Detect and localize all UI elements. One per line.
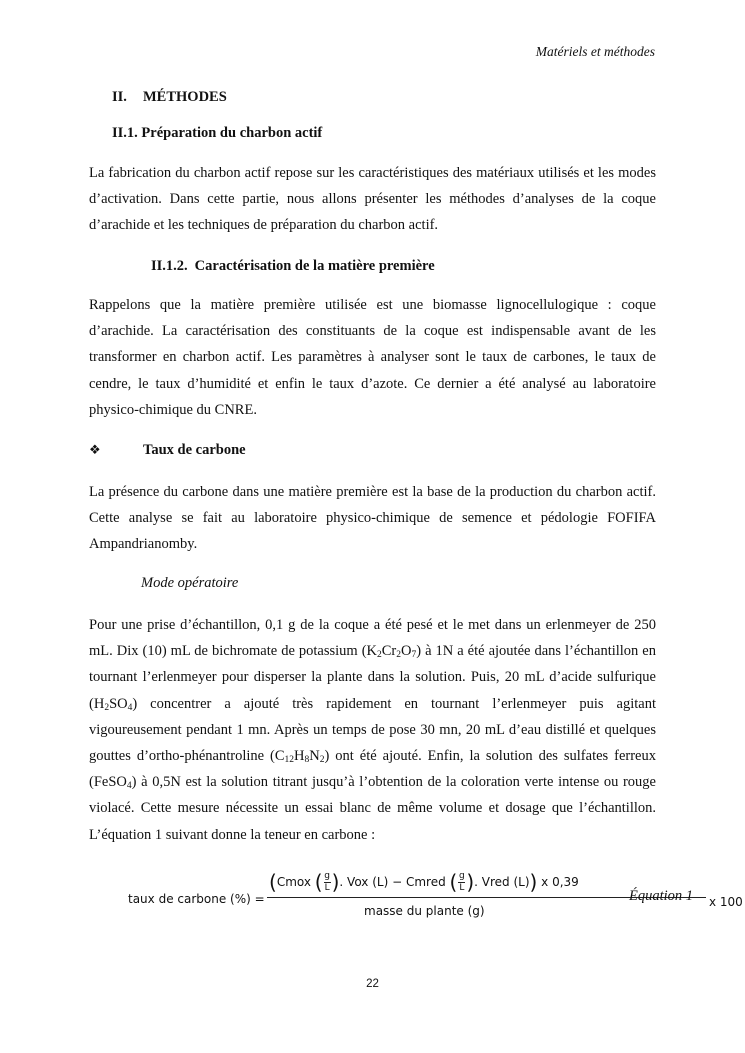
- page-number: 22: [366, 978, 379, 990]
- characterisation-paragraph: Rappelons que la matière première utilisée est une biomasse lignocellulogique : coque d’arachide. La caractérisation des constituants de la coque est indispensable avant de les transformer en charbon actif. Les paramètres à analyser sont le taux de carbones, le taux de cendre, le taux d’humidité et enfin le taux d’azote. Ce dernier a été analysé au laboratoire physico-chimique du CNRE.: [89, 297, 656, 418]
- equation-lhs: taux de carbone (%) =: [128, 892, 265, 906]
- equation-multiplier: x 100: [709, 895, 743, 909]
- section-heading: [112, 89, 227, 106]
- subsubsection-heading: [151, 258, 435, 275]
- mode-title: Mode opératoire: [141, 575, 239, 591]
- intro-paragraph: La fabrication du charbon actif repose sur les caractéristiques des matériaux utilisés et les modes d’activation. Dans cette partie, nous allons présenter les méthodes d’analyses de la coque d’arachide et les techniques de préparation du charbon actif.: [89, 165, 656, 234]
- equation-label: Équation 1: [629, 888, 694, 904]
- bullet-label: Taux de carbone: [143, 442, 246, 458]
- running-header: Matériels et méthodes: [535, 44, 655, 59]
- carbon-paragraph: La présence du carbone dans une matière première est la base de la production du charbon actif. Cette analyse se fait au laboratoire physico-chimique de semence et pédologie FOFIFA Ampandrianomby.: [89, 484, 656, 553]
- equation-numerator: (Cmox ( $\frac{g}{L}$ ). Vox (L) − Cmred ( $\frac{g}{L}$ ). Vred (L)) x 0,39: [269, 870, 579, 894]
- equation-denominator: masse du plante (g): [364, 904, 485, 918]
- subsection-heading: II.1. Préparation du charbon actif: [112, 125, 323, 141]
- section-title: MÉTHODES: [143, 89, 227, 105]
- subsubsection-title: Caractérisation de la matière première: [194, 258, 435, 274]
- section-number: II.: [112, 89, 127, 105]
- subsubsection-number: II.1.2.: [151, 258, 188, 274]
- procedure-paragraph: Pour une prise d’échantillon, 0,1 g de la coque a été pesé et le met dans un erlenmeyer de 250 mL. Dix (10) mL de bichromate de potassium $(K_2Cr_2O_7)$ à 1N a été ajoutée dans l’échantillon en tournant l’erlenmeyer pour disperser la plante dans la solution. Puis, 20 mL d’acide sulfurique $(H_2SO_4)$ concentrer a ajouté très rapidement en tournant l’erlenmeyer puis agitant vigoureusement pendant 1 mn. Après un temps de pose 30 mn, 20 mL d’eau distillé et quelques gouttes d’ortho-phénantroline $(C_{12}H_8N_2)$ ont été ajouté. Enfin, la solution des sulfates ferreux (FeSO$_4$) à 0,5N est la solution titrant jusqu’à l’obtention de la coloration verte intense ou rouge violacé. Cette mesure nécessite un essai blanc de même volume et dosage que l’échantillon. L’équation 1 suivant donne la teneur en carbone :: [89, 617, 656, 843]
- diamond-bullet-icon: ❖: [89, 442, 101, 457]
